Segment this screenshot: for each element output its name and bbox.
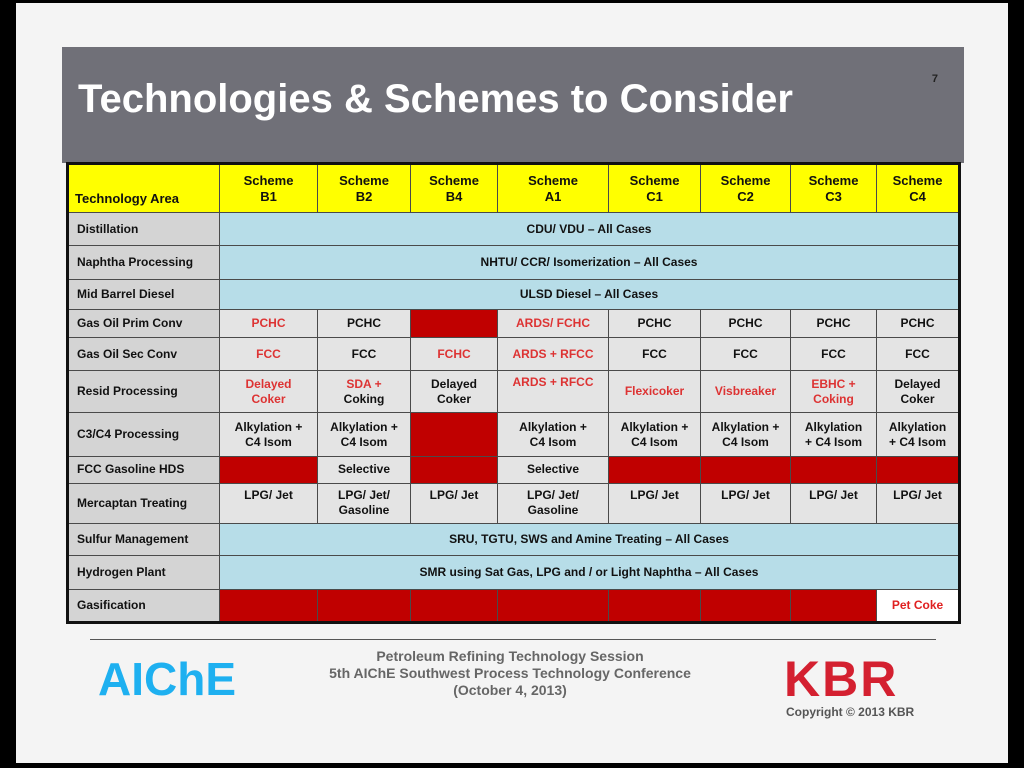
table-row bbox=[68, 338, 960, 371]
cell-c2: LPG/ Jet bbox=[701, 483, 791, 523]
table-row bbox=[68, 280, 960, 310]
footer-line-1: Petroleum Refining Technology Session bbox=[376, 648, 644, 664]
cell-a1: Alkylation + C4 Isom bbox=[498, 413, 609, 456]
cell-a1: ARDS + RFCC bbox=[498, 371, 609, 413]
cell-c3: EBHC + Coking bbox=[791, 371, 877, 413]
table-row bbox=[68, 213, 960, 246]
row-label: Sulfur Management bbox=[68, 523, 220, 555]
cell-c2: Alkylation + C4 Isom bbox=[701, 413, 791, 456]
cell-c3: LPG/ Jet bbox=[791, 483, 877, 523]
cell-c1: PCHC bbox=[609, 310, 701, 338]
all-cases-cell: SMR using Sat Gas, LPG and / or Light Naphtha – All Cases bbox=[220, 555, 960, 589]
row-label: C3/C4 Processing bbox=[68, 413, 220, 456]
cell-b2: FCC bbox=[318, 338, 411, 371]
table-row bbox=[68, 456, 960, 483]
row-label: Distillation bbox=[68, 213, 220, 246]
cell-c1: Alkylation + C4 Isom bbox=[609, 413, 701, 456]
header-scheme-b1: Scheme B1 bbox=[220, 164, 318, 213]
cell-c4: Pet Coke bbox=[877, 589, 960, 622]
page-number: 7 bbox=[931, 73, 938, 85]
cell-c4: Delayed Coker bbox=[877, 371, 960, 413]
footer-divider bbox=[90, 639, 936, 640]
cell-b2: PCHC bbox=[318, 310, 411, 338]
all-cases-cell: CDU/ VDU – All Cases bbox=[220, 213, 960, 246]
header-scheme-b2: Scheme B2 bbox=[318, 164, 411, 213]
cell-b4-na bbox=[411, 413, 498, 456]
header-row bbox=[68, 164, 960, 213]
cell-c4: PCHC bbox=[877, 310, 960, 338]
cell-b2: SDA + Coking bbox=[318, 371, 411, 413]
cell-c3-na bbox=[791, 589, 877, 622]
cell-b4: Delayed Coker bbox=[411, 371, 498, 413]
cell-b1: FCC bbox=[220, 338, 318, 371]
all-cases-cell: ULSD Diesel – All Cases bbox=[220, 280, 960, 310]
cell-c3: FCC bbox=[791, 338, 877, 371]
cell-c4: Alkylation + C4 Isom bbox=[877, 413, 960, 456]
all-cases-cell: NHTU/ CCR/ Isomerization – All Cases bbox=[220, 246, 960, 280]
cell-b4: LPG/ Jet bbox=[411, 483, 498, 523]
footer-caption bbox=[300, 648, 720, 699]
header-scheme-b4: Scheme B4 bbox=[411, 164, 498, 213]
cell-b1: PCHC bbox=[220, 310, 318, 338]
cell-a1: Selective bbox=[498, 456, 609, 483]
header-scheme-a1: Scheme A1 bbox=[498, 164, 609, 213]
table-row bbox=[68, 371, 960, 413]
cell-b4-na bbox=[411, 456, 498, 483]
row-label: FCC Gasoline HDS bbox=[68, 456, 220, 483]
cell-b2: Alkylation + C4 Isom bbox=[318, 413, 411, 456]
title-bar bbox=[62, 47, 964, 163]
cell-c1-na bbox=[609, 589, 701, 622]
row-label: Gas Oil Prim Conv bbox=[68, 310, 220, 338]
header-technology-area: Technology Area bbox=[68, 164, 220, 213]
cell-b2: Selective bbox=[318, 456, 411, 483]
cell-b1: Alkylation + C4 Isom bbox=[220, 413, 318, 456]
cell-c2: PCHC bbox=[701, 310, 791, 338]
cell-c1-na bbox=[609, 456, 701, 483]
cell-c1: FCC bbox=[609, 338, 701, 371]
header-scheme-c2: Scheme C2 bbox=[701, 164, 791, 213]
cell-c3-na bbox=[791, 456, 877, 483]
cell-c2-na bbox=[701, 589, 791, 622]
header-scheme-c1: Scheme C1 bbox=[609, 164, 701, 213]
cell-a1-na bbox=[498, 589, 609, 622]
cell-c2: FCC bbox=[701, 338, 791, 371]
table-row bbox=[68, 483, 960, 523]
cell-c3: Alkylation + C4 Isom bbox=[791, 413, 877, 456]
header-scheme-c4: Scheme C4 bbox=[877, 164, 960, 213]
aiche-logo: AIChE bbox=[98, 653, 236, 705]
kbr-logo: KBR bbox=[784, 651, 899, 707]
cell-b2: LPG/ Jet/ Gasoline bbox=[318, 483, 411, 523]
row-label: Hydrogen Plant bbox=[68, 555, 220, 589]
table-row bbox=[68, 246, 960, 280]
cell-b1-na bbox=[220, 456, 318, 483]
cell-c1: LPG/ Jet bbox=[609, 483, 701, 523]
table-row bbox=[68, 413, 960, 456]
table-row bbox=[68, 555, 960, 589]
cell-a1: LPG/ Jet/ Gasoline bbox=[498, 483, 609, 523]
cell-b2-na bbox=[318, 589, 411, 622]
cell-c2-na bbox=[701, 456, 791, 483]
cell-b1: Delayed Coker bbox=[220, 371, 318, 413]
cell-c1: Flexicoker bbox=[609, 371, 701, 413]
row-label: Naphtha Processing bbox=[68, 246, 220, 280]
copyright-text: Copyright © 2013 KBR bbox=[786, 705, 915, 719]
cell-b4-na bbox=[411, 589, 498, 622]
cell-c3: PCHC bbox=[791, 310, 877, 338]
row-label: Resid Processing bbox=[68, 371, 220, 413]
row-label: Gas Oil Sec Conv bbox=[68, 338, 220, 371]
cell-b1-na bbox=[220, 589, 318, 622]
slide-title: Technologies & Schemes to Consider bbox=[78, 77, 793, 121]
footer-line-3: (October 4, 2013) bbox=[453, 682, 567, 698]
technology-table bbox=[66, 162, 961, 624]
cell-c4: FCC bbox=[877, 338, 960, 371]
header-scheme-c3: Scheme C3 bbox=[791, 164, 877, 213]
cell-b1: LPG/ Jet bbox=[220, 483, 318, 523]
cell-c4-na bbox=[877, 456, 960, 483]
cell-b4-na bbox=[411, 310, 498, 338]
row-label: Gasification bbox=[68, 589, 220, 622]
footer-line-2: 5th AIChE Southwest Process Technology Conference bbox=[329, 665, 691, 681]
table-row bbox=[68, 523, 960, 555]
cell-b4: FCHC bbox=[411, 338, 498, 371]
table-row bbox=[68, 589, 960, 622]
row-label: Mid Barrel Diesel bbox=[68, 280, 220, 310]
cell-a1: ARDS + RFCC bbox=[498, 338, 609, 371]
cell-a1: ARDS/ FCHC bbox=[498, 310, 609, 338]
row-label: Mercaptan Treating bbox=[68, 483, 220, 523]
table-row bbox=[68, 310, 960, 338]
all-cases-cell: SRU, TGTU, SWS and Amine Treating – All Cases bbox=[220, 523, 960, 555]
cell-c4: LPG/ Jet bbox=[877, 483, 960, 523]
cell-c2: Visbreaker bbox=[701, 371, 791, 413]
